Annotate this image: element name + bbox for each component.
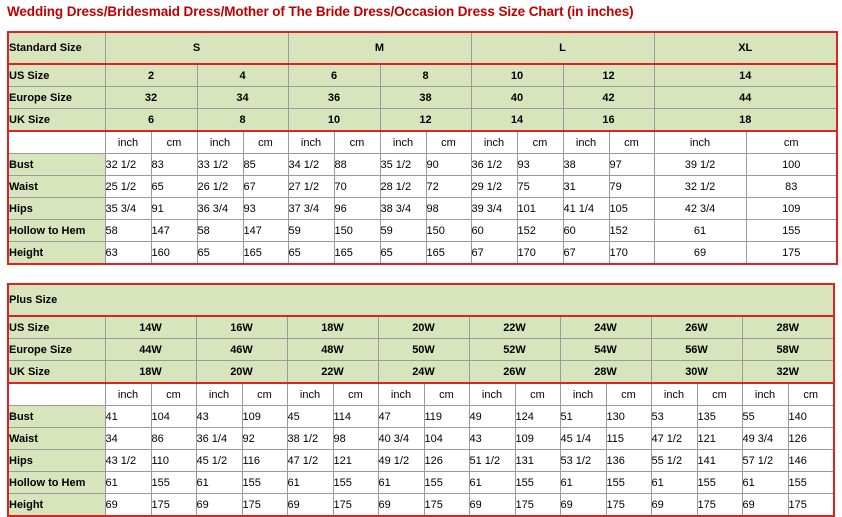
units-row-blank xyxy=(8,383,105,406)
measurement-label: Bust xyxy=(8,406,105,428)
unit-inch-header: inch xyxy=(197,131,243,154)
value-cm: 86 xyxy=(151,428,196,450)
measurement-label: Hips xyxy=(8,198,105,220)
value-inch: 26 1/2 xyxy=(197,176,243,198)
uk-size-value: 22W xyxy=(287,361,378,384)
us-size-value: 4 xyxy=(197,64,288,87)
value-cm: 152 xyxy=(609,220,654,242)
value-cm: 109 xyxy=(242,406,287,428)
value-inch: 35 1/2 xyxy=(380,154,426,176)
plus-size-label: Plus Size xyxy=(8,284,834,316)
value-cm: 109 xyxy=(515,428,560,450)
measurement-label: Height xyxy=(8,494,105,517)
uk-size-label: UK Size xyxy=(8,109,105,132)
uk-size-value: 6 xyxy=(105,109,197,132)
measurement-label: Bust xyxy=(8,154,105,176)
value-cm: 126 xyxy=(788,428,834,450)
us-size-label: US Size xyxy=(8,316,105,339)
value-cm: 98 xyxy=(333,428,378,450)
value-cm: 98 xyxy=(426,198,471,220)
value-inch: 65 xyxy=(380,242,426,265)
us-size-value: 18W xyxy=(287,316,378,339)
standard-size-label: Standard Size xyxy=(8,32,105,64)
value-cm: 155 xyxy=(606,472,651,494)
unit-cm-header: cm xyxy=(424,383,469,406)
value-cm: 85 xyxy=(243,154,288,176)
value-inch: 43 xyxy=(469,428,515,450)
value-inch: 36 3/4 xyxy=(197,198,243,220)
uk-size-value: 8 xyxy=(197,109,288,132)
value-inch: 39 1/2 xyxy=(654,154,746,176)
value-inch: 45 xyxy=(287,406,333,428)
plus-units-row xyxy=(8,383,834,406)
unit-cm-header: cm xyxy=(609,131,654,154)
value-inch: 67 xyxy=(563,242,609,265)
measurement-row-height xyxy=(8,242,837,265)
europe-size-value: 58W xyxy=(742,339,834,361)
value-inch: 42 3/4 xyxy=(654,198,746,220)
value-inch: 57 1/2 xyxy=(742,450,788,472)
value-inch: 51 1/2 xyxy=(469,450,515,472)
europe-size-value: 54W xyxy=(560,339,651,361)
value-inch: 34 1/2 xyxy=(288,154,334,176)
uk-size-value: 16 xyxy=(563,109,654,132)
unit-inch-header: inch xyxy=(742,383,788,406)
europe-size-value: 44 xyxy=(654,87,837,109)
value-inch: 45 1/2 xyxy=(196,450,242,472)
measurement-label: Hollow to Hem xyxy=(8,220,105,242)
uk-size-value: 10 xyxy=(288,109,380,132)
value-inch: 33 1/2 xyxy=(197,154,243,176)
unit-inch-header: inch xyxy=(105,383,151,406)
value-cm: 175 xyxy=(242,494,287,517)
europe-size-label: Europe Size xyxy=(8,87,105,109)
unit-cm-header: cm xyxy=(606,383,651,406)
value-inch: 55 1/2 xyxy=(651,450,697,472)
value-inch: 55 xyxy=(742,406,788,428)
europe-size-value: 56W xyxy=(651,339,742,361)
value-inch: 69 xyxy=(287,494,333,517)
value-cm: 126 xyxy=(424,450,469,472)
europe-size-value: 38 xyxy=(380,87,471,109)
uk-size-value: 14 xyxy=(471,109,563,132)
value-cm: 115 xyxy=(606,428,651,450)
value-cm: 136 xyxy=(606,450,651,472)
value-inch: 61 xyxy=(651,472,697,494)
value-inch: 61 xyxy=(196,472,242,494)
value-inch: 61 xyxy=(560,472,606,494)
value-inch: 53 1/2 xyxy=(560,450,606,472)
value-cm: 155 xyxy=(424,472,469,494)
value-cm: 91 xyxy=(151,198,197,220)
value-inch: 59 xyxy=(288,220,334,242)
value-inch: 27 1/2 xyxy=(288,176,334,198)
unit-inch-header: inch xyxy=(378,383,424,406)
value-cm: 160 xyxy=(151,242,197,265)
value-inch: 47 1/2 xyxy=(651,428,697,450)
value-inch: 61 xyxy=(378,472,424,494)
value-inch: 69 xyxy=(105,494,151,517)
value-inch: 69 xyxy=(469,494,515,517)
value-inch: 60 xyxy=(563,220,609,242)
value-cm: 155 xyxy=(242,472,287,494)
uk-size-value: 30W xyxy=(651,361,742,384)
size-group-m: M xyxy=(288,32,471,64)
unit-cm-header: cm xyxy=(746,131,837,154)
europe-size-value: 36 xyxy=(288,87,380,109)
us-size-value: 8 xyxy=(380,64,471,87)
value-cm: 150 xyxy=(334,220,380,242)
us-size-value: 6 xyxy=(288,64,380,87)
uk-size-value: 18W xyxy=(105,361,196,384)
uk-size-value: 32W xyxy=(742,361,834,384)
unit-inch-header: inch xyxy=(563,131,609,154)
value-cm: 121 xyxy=(333,450,378,472)
value-inch: 49 1/2 xyxy=(378,450,424,472)
uk-size-value: 12 xyxy=(380,109,471,132)
value-cm: 93 xyxy=(517,154,563,176)
uk-size-value: 26W xyxy=(469,361,560,384)
value-inch: 32 1/2 xyxy=(105,154,151,176)
measurement-row-hollow-to-hem xyxy=(8,220,837,242)
value-inch: 69 xyxy=(378,494,424,517)
value-cm: 170 xyxy=(609,242,654,265)
europe-size-value: 34 xyxy=(197,87,288,109)
europe-size-value: 32 xyxy=(105,87,197,109)
measurement-row-waist xyxy=(8,176,837,198)
value-cm: 141 xyxy=(697,450,742,472)
value-inch: 38 3/4 xyxy=(380,198,426,220)
value-cm: 79 xyxy=(609,176,654,198)
europe-size-label: Europe Size xyxy=(8,339,105,361)
value-cm: 175 xyxy=(606,494,651,517)
value-cm: 147 xyxy=(243,220,288,242)
value-inch: 69 xyxy=(742,494,788,517)
unit-cm-header: cm xyxy=(333,383,378,406)
value-inch: 53 xyxy=(651,406,697,428)
measurement-row-bust xyxy=(8,406,834,428)
measurement-label: Waist xyxy=(8,176,105,198)
value-cm: 155 xyxy=(697,472,742,494)
value-cm: 155 xyxy=(333,472,378,494)
uk-size-label: UK Size xyxy=(8,361,105,384)
value-cm: 175 xyxy=(515,494,560,517)
measurement-label: Hips xyxy=(8,450,105,472)
value-cm: 170 xyxy=(517,242,563,265)
value-cm: 165 xyxy=(334,242,380,265)
unit-inch-header: inch xyxy=(469,383,515,406)
us-size-value: 14W xyxy=(105,316,196,339)
value-inch: 47 xyxy=(378,406,424,428)
unit-inch-header: inch xyxy=(288,131,334,154)
value-inch: 38 xyxy=(563,154,609,176)
value-cm: 83 xyxy=(746,176,837,198)
unit-inch-header: inch xyxy=(287,383,333,406)
unit-inch-header: inch xyxy=(196,383,242,406)
value-cm: 65 xyxy=(151,176,197,198)
value-cm: 155 xyxy=(788,472,834,494)
value-inch: 35 3/4 xyxy=(105,198,151,220)
plus-header-row xyxy=(8,284,834,316)
value-inch: 59 xyxy=(380,220,426,242)
value-inch: 38 1/2 xyxy=(287,428,333,450)
value-cm: 152 xyxy=(517,220,563,242)
value-cm: 75 xyxy=(517,176,563,198)
value-cm: 83 xyxy=(151,154,197,176)
us-size-value: 2 xyxy=(105,64,197,87)
value-cm: 100 xyxy=(746,154,837,176)
value-cm: 96 xyxy=(334,198,380,220)
measurement-row-hips xyxy=(8,450,834,472)
unit-cm-header: cm xyxy=(515,383,560,406)
standard-us-row xyxy=(8,64,837,87)
value-cm: 150 xyxy=(426,220,471,242)
us-size-value: 22W xyxy=(469,316,560,339)
value-inch: 49 3/4 xyxy=(742,428,788,450)
unit-cm-header: cm xyxy=(788,383,834,406)
value-cm: 119 xyxy=(424,406,469,428)
units-row-blank xyxy=(8,131,105,154)
unit-inch-header: inch xyxy=(560,383,606,406)
measurement-row-bust xyxy=(8,154,837,176)
value-inch: 34 xyxy=(105,428,151,450)
value-inch: 61 xyxy=(105,472,151,494)
value-inch: 45 1/4 xyxy=(560,428,606,450)
us-size-value: 12 xyxy=(563,64,654,87)
page-title: Wedding Dress/Bridesmaid Dress/Mother of The Bride Dress/Occasion Dress Size Chart (in inches) xyxy=(7,4,634,19)
value-cm: 135 xyxy=(697,406,742,428)
value-inch: 47 1/2 xyxy=(287,450,333,472)
standard-europe-row xyxy=(8,87,837,109)
value-cm: 92 xyxy=(242,428,287,450)
standard-uk-row xyxy=(8,109,837,132)
value-cm: 109 xyxy=(746,198,837,220)
value-inch: 32 1/2 xyxy=(654,176,746,198)
europe-size-value: 52W xyxy=(469,339,560,361)
value-cm: 90 xyxy=(426,154,471,176)
us-size-value: 10 xyxy=(471,64,563,87)
value-inch: 63 xyxy=(105,242,151,265)
size-group-xl: XL xyxy=(654,32,837,64)
value-inch: 61 xyxy=(469,472,515,494)
value-cm: 155 xyxy=(151,472,196,494)
value-cm: 105 xyxy=(609,198,654,220)
value-cm: 146 xyxy=(788,450,834,472)
us-size-value: 14 xyxy=(654,64,837,87)
value-cm: 124 xyxy=(515,406,560,428)
unit-inch-header: inch xyxy=(380,131,426,154)
value-inch: 65 xyxy=(288,242,334,265)
size-group-s: S xyxy=(105,32,288,64)
unit-inch-header: inch xyxy=(105,131,151,154)
value-inch: 51 xyxy=(560,406,606,428)
value-cm: 67 xyxy=(243,176,288,198)
europe-size-value: 48W xyxy=(287,339,378,361)
unit-cm-header: cm xyxy=(697,383,742,406)
unit-cm-header: cm xyxy=(242,383,287,406)
standard-header-row xyxy=(8,32,837,64)
value-inch: 65 xyxy=(197,242,243,265)
unit-cm-header: cm xyxy=(426,131,471,154)
europe-size-value: 46W xyxy=(196,339,287,361)
value-inch: 69 xyxy=(560,494,606,517)
value-inch: 36 1/4 xyxy=(196,428,242,450)
us-size-value: 28W xyxy=(742,316,834,339)
plus-europe-row xyxy=(8,339,834,361)
value-cm: 88 xyxy=(334,154,380,176)
measurement-row-hips xyxy=(8,198,837,220)
value-cm: 175 xyxy=(333,494,378,517)
value-inch: 40 3/4 xyxy=(378,428,424,450)
unit-cm-header: cm xyxy=(334,131,380,154)
plus-uk-row xyxy=(8,361,834,384)
value-cm: 175 xyxy=(151,494,196,517)
plus-size-table xyxy=(7,283,835,517)
value-cm: 72 xyxy=(426,176,471,198)
measurement-row-waist xyxy=(8,428,834,450)
value-inch: 60 xyxy=(471,220,517,242)
value-cm: 131 xyxy=(515,450,560,472)
standard-size-table xyxy=(7,31,838,265)
us-size-label: US Size xyxy=(8,64,105,87)
value-inch: 69 xyxy=(196,494,242,517)
value-cm: 116 xyxy=(242,450,287,472)
standard-units-row xyxy=(8,131,837,154)
value-inch: 41 xyxy=(105,406,151,428)
size-group-l: L xyxy=(471,32,654,64)
uk-size-value: 18 xyxy=(654,109,837,132)
value-inch: 43 xyxy=(196,406,242,428)
unit-cm-header: cm xyxy=(151,131,197,154)
measurement-label: Height xyxy=(8,242,105,265)
uk-size-value: 24W xyxy=(378,361,469,384)
value-inch: 69 xyxy=(651,494,697,517)
value-cm: 175 xyxy=(788,494,834,517)
value-inch: 36 1/2 xyxy=(471,154,517,176)
unit-cm-header: cm xyxy=(517,131,563,154)
value-inch: 25 1/2 xyxy=(105,176,151,198)
value-cm: 104 xyxy=(424,428,469,450)
value-inch: 37 3/4 xyxy=(288,198,334,220)
value-cm: 155 xyxy=(746,220,837,242)
value-cm: 121 xyxy=(697,428,742,450)
unit-inch-header: inch xyxy=(654,131,746,154)
value-inch: 28 1/2 xyxy=(380,176,426,198)
value-cm: 93 xyxy=(243,198,288,220)
value-inch: 58 xyxy=(197,220,243,242)
value-inch: 61 xyxy=(742,472,788,494)
us-size-value: 26W xyxy=(651,316,742,339)
value-inch: 39 3/4 xyxy=(471,198,517,220)
uk-size-value: 20W xyxy=(196,361,287,384)
europe-size-value: 42 xyxy=(563,87,654,109)
value-cm: 147 xyxy=(151,220,197,242)
value-cm: 101 xyxy=(517,198,563,220)
unit-inch-header: inch xyxy=(471,131,517,154)
europe-size-value: 40 xyxy=(471,87,563,109)
us-size-value: 24W xyxy=(560,316,651,339)
us-size-value: 20W xyxy=(378,316,469,339)
value-cm: 104 xyxy=(151,406,196,428)
value-cm: 165 xyxy=(426,242,471,265)
measurement-row-height xyxy=(8,494,834,517)
value-inch: 43 1/2 xyxy=(105,450,151,472)
europe-size-value: 50W xyxy=(378,339,469,361)
value-inch: 49 xyxy=(469,406,515,428)
value-inch: 29 1/2 xyxy=(471,176,517,198)
unit-cm-header: cm xyxy=(243,131,288,154)
measurement-label: Waist xyxy=(8,428,105,450)
value-inch: 58 xyxy=(105,220,151,242)
value-inch: 61 xyxy=(654,220,746,242)
value-cm: 110 xyxy=(151,450,196,472)
value-cm: 130 xyxy=(606,406,651,428)
value-cm: 175 xyxy=(424,494,469,517)
value-cm: 97 xyxy=(609,154,654,176)
value-cm: 175 xyxy=(746,242,837,265)
unit-inch-header: inch xyxy=(651,383,697,406)
value-inch: 69 xyxy=(654,242,746,265)
plus-us-row xyxy=(8,316,834,339)
value-cm: 114 xyxy=(333,406,378,428)
value-inch: 61 xyxy=(287,472,333,494)
uk-size-value: 28W xyxy=(560,361,651,384)
measurement-label: Hollow to Hem xyxy=(8,472,105,494)
europe-size-value: 44W xyxy=(105,339,196,361)
value-cm: 165 xyxy=(243,242,288,265)
value-cm: 175 xyxy=(697,494,742,517)
measurement-row-hollow-to-hem xyxy=(8,472,834,494)
unit-cm-header: cm xyxy=(151,383,196,406)
us-size-value: 16W xyxy=(196,316,287,339)
value-inch: 31 xyxy=(563,176,609,198)
value-inch: 41 1/4 xyxy=(563,198,609,220)
value-cm: 70 xyxy=(334,176,380,198)
value-cm: 140 xyxy=(788,406,834,428)
value-inch: 67 xyxy=(471,242,517,265)
value-cm: 155 xyxy=(515,472,560,494)
